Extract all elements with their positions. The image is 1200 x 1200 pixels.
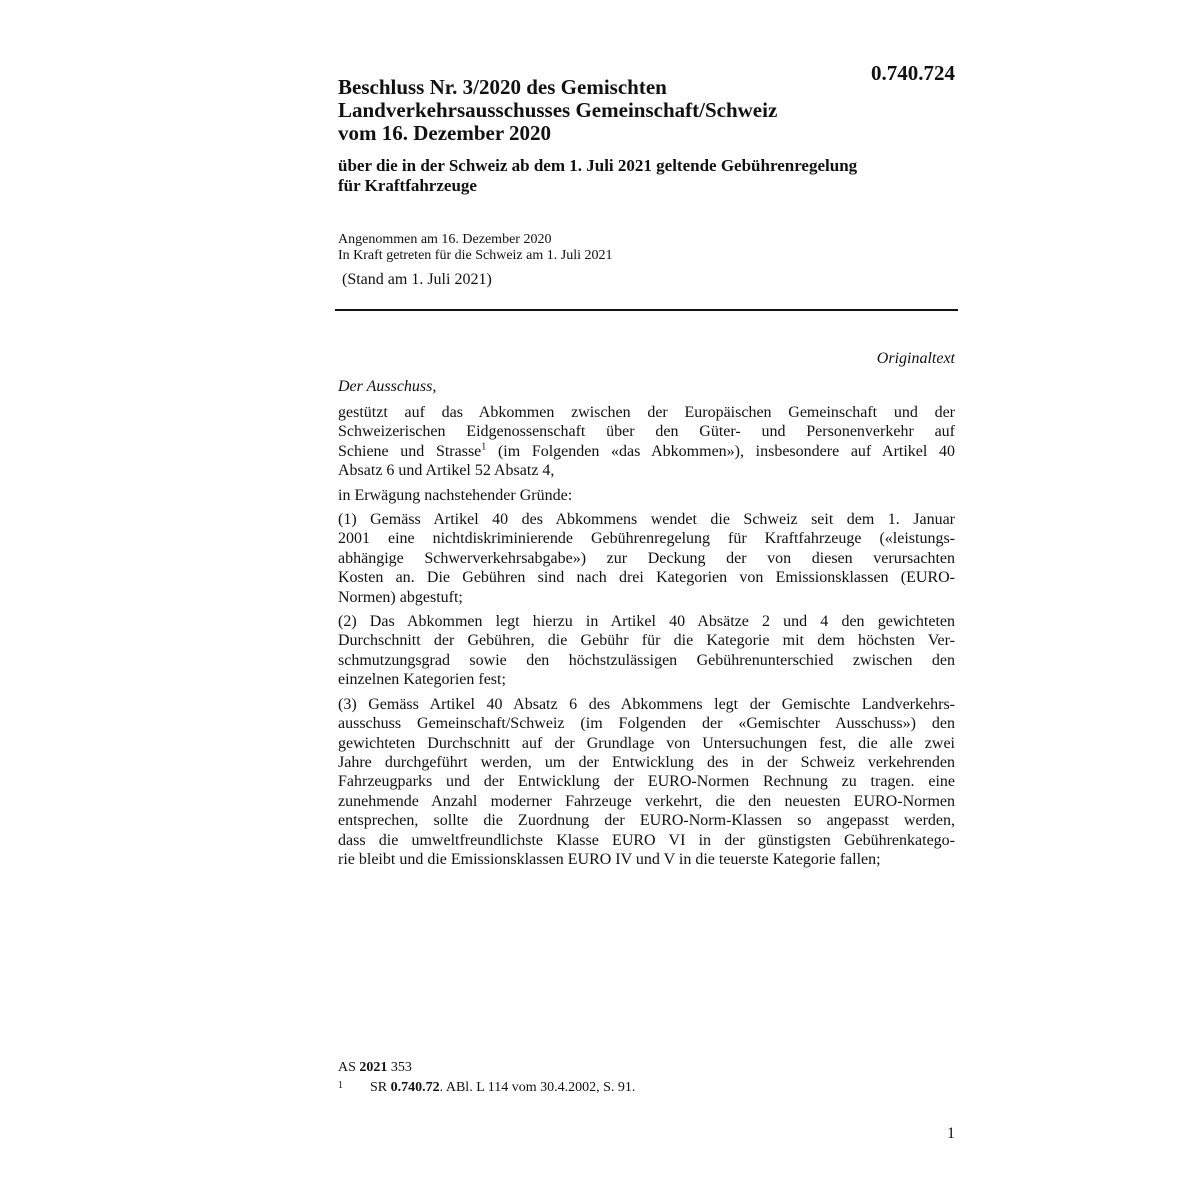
- text-line: (3) Gemäss Artikel 40 Absatz 6 des Abkommens legt der Gemischte Landverkehrs-: [338, 695, 955, 713]
- text-line: gestützt auf das Abkommen zwischen der Europäischen Gemeinschaft und der: [338, 404, 955, 421]
- title-line: vom 16. Dezember 2020: [338, 121, 552, 145]
- legal-basis-paragraph: [338, 403, 955, 481]
- title-line: Landverkehrsausschusses Gemeinschaft/Schweiz: [338, 98, 778, 122]
- footnote-reference[interactable]: 1: [481, 441, 487, 453]
- in-force-date: In Kraft getreten für die Schweiz am 1. Juli 2021: [338, 247, 613, 263]
- footnote-mark: 1: [338, 1080, 343, 1091]
- text-line: Jahre durchgeführt werden, um der Entwicklung des in der Schweiz verkehrenden: [338, 753, 955, 771]
- footnote-sr-prefix: SR: [370, 1080, 391, 1095]
- document-title: [338, 76, 878, 145]
- original-text-label: Originaltext: [876, 350, 955, 367]
- as-reference: [338, 1059, 412, 1077]
- document-subtitle: [338, 156, 958, 196]
- considerations-intro: in Erwägung nachstehender Gründe:: [338, 486, 573, 504]
- header-divider: [335, 309, 958, 311]
- adoption-info: [338, 232, 612, 263]
- text-line: (2) Das Abkommen legt hierzu in Artikel 40 Absätze 2 und 4 den gewichteten: [338, 613, 955, 631]
- text-line: einzelnen Kategorien fest;: [338, 671, 506, 689]
- text-line: schmutzungsgrad sowie den höchstzulässigen Gebührenunterschied zwischen den: [338, 651, 955, 669]
- recital-1: [338, 510, 955, 607]
- document-body: [338, 403, 955, 874]
- text-line: Kosten an. Die Gebühren sind nach drei Kategorien von Emissionsklassen (EURO-: [338, 569, 955, 587]
- text-line: entsprechen, sollte die Zuordnung der EURO-Norm-Klassen so angepasst werden,: [338, 812, 955, 830]
- text-line: Absatz 6 und Artikel 52 Absatz 4,: [338, 462, 555, 480]
- text-fragment: (im Folgenden «das Abkommen»), insbesondere auf Artikel 40: [486, 442, 956, 460]
- text-line: Schweizerischen Eidgenossenschaft über den Güter- und Personenverkehr auf: [338, 423, 955, 441]
- text-line: rie bleibt und die Emissionsklassen EURO IV und V in die teuerste Kategorie fallen;: [338, 850, 881, 868]
- adopted-date: Angenommen am 16. Dezember 2020: [338, 232, 552, 247]
- text-line: 2001 eine nichtdiskriminierende Gebührenregelung für Kraftfahrzeuge («leistungs-: [338, 530, 955, 548]
- text-line: Normen) abgestuft;: [338, 588, 463, 606]
- as-prefix: AS: [338, 1060, 360, 1075]
- sr-number: 0.740.724: [871, 61, 955, 85]
- text-line: ausschuss Gemeinschaft/Schweiz (im Folgenden der «Gemischter Ausschuss») den: [338, 715, 955, 733]
- recital-3: [338, 695, 955, 870]
- subtitle-line: über die in der Schweiz ab dem 1. Juli 2021 geltende Gebührenregelung: [338, 156, 858, 175]
- title-line: Beschluss Nr. 3/2020 des Gemischten: [338, 75, 667, 99]
- stand-date: (Stand am 1. Juli 2021): [342, 271, 492, 288]
- text-line: [338, 442, 955, 461]
- text-line: Fahrzeugparks und der Entwicklung der EURO-Normen Rechnung zu tragen. eine: [338, 773, 955, 791]
- as-year: 2021: [359, 1060, 388, 1075]
- text-line: abhängige Schwerverkehrsabgabe») zur Deckung der von diesen verursachten: [338, 549, 955, 567]
- footnote-text: . ABl. L 114 vom 30.4.2002, S. 91.: [439, 1080, 636, 1095]
- text-line: Durchschnitt der Gebühren, die Gebühr für die Kategorie mit dem höchsten Ver-: [338, 632, 955, 650]
- text-line: gewichteten Durchschnitt auf der Grundlage von Untersuchungen fest, die alle zwei: [338, 734, 955, 752]
- text-fragment: Schiene und Strasse: [338, 442, 482, 460]
- recital-2: [338, 612, 955, 690]
- footnote: [338, 1079, 635, 1097]
- page-number: 1: [947, 1125, 955, 1142]
- footnote-sr-link[interactable]: 0.740.72: [390, 1080, 440, 1095]
- text-line: (1) Gemäss Artikel 40 des Abkommens wendet die Schweiz seit dem 1. Januar: [338, 511, 955, 529]
- text-line: zunehmende Anzahl moderner Fahrzeuge verkehrt, die den neuesten EURO-Normen: [338, 792, 955, 810]
- committee-heading: Der Ausschuss,: [338, 378, 437, 395]
- as-page: 353: [387, 1060, 412, 1075]
- text-line: dass die umweltfreundlichste Klasse EURO VI in der günstigsten Gebührenkatego-: [338, 831, 955, 849]
- subtitle-line: für Kraftfahrzeuge: [338, 176, 477, 195]
